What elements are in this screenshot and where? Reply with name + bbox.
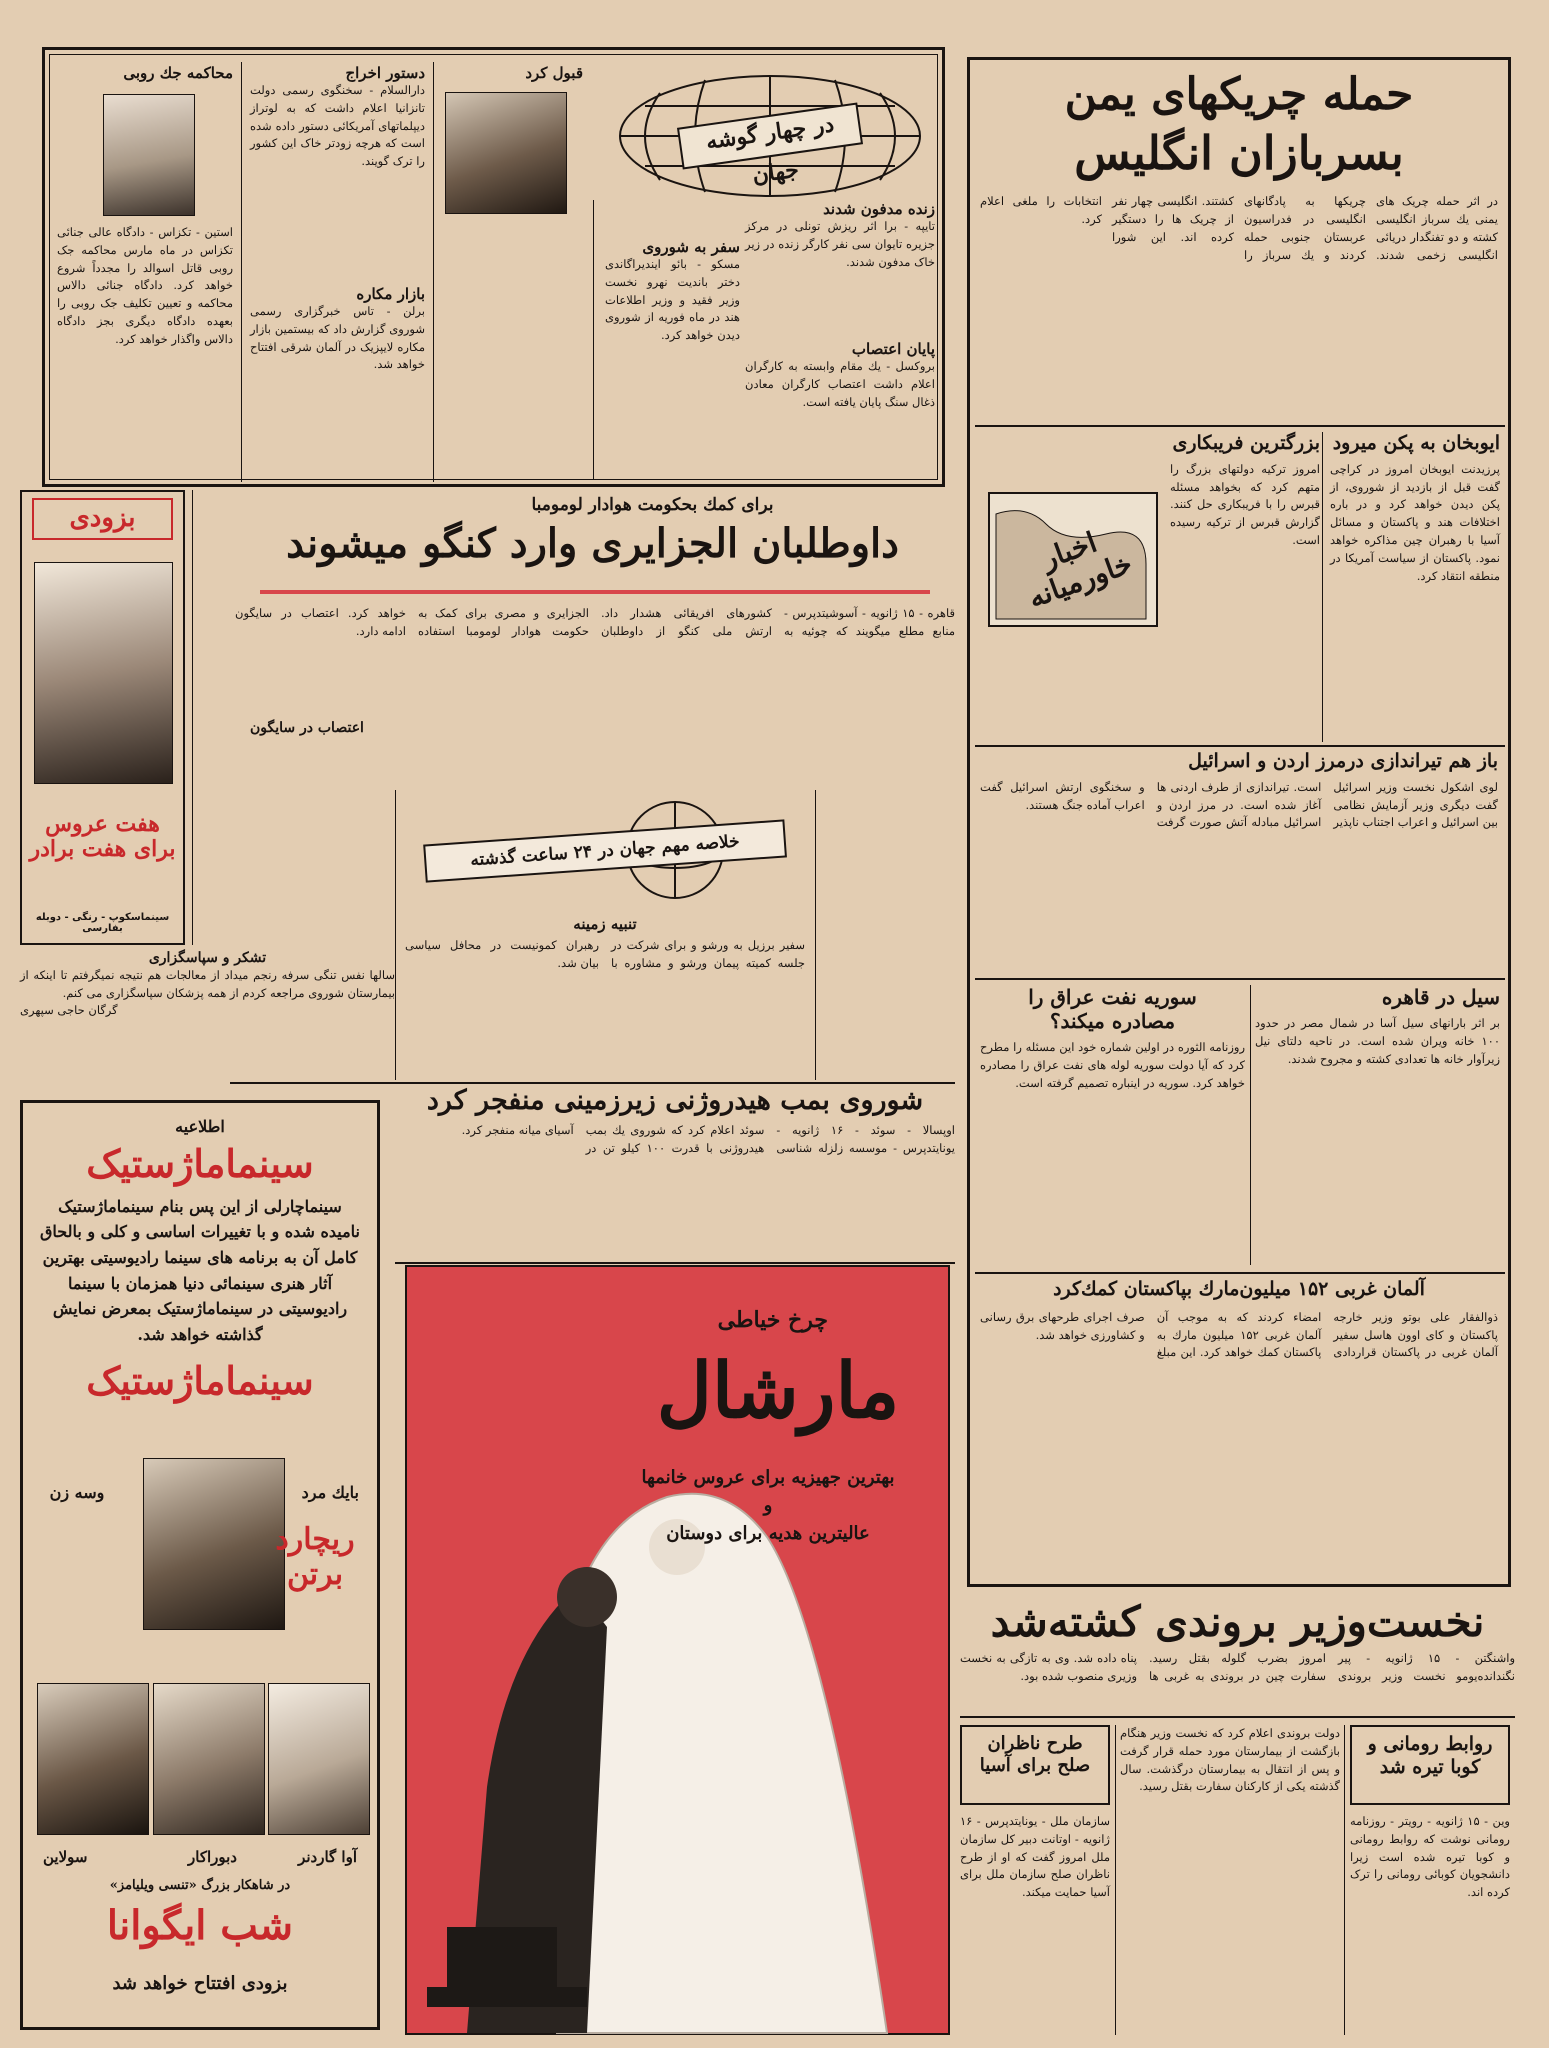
punish-headline: تنبیه زمینه — [573, 915, 637, 933]
iraq-headline-1: سوریه نفت عراق را — [1028, 985, 1197, 1009]
burundi-detail-body: دولت بروندی اعلام کرد که نخست وزیر هنگام بازگشت از بیمارستان مورد حمله قرار گرفت و پس از انتقال به بیمارستان درگذشت. سال گذشته یکی از کارکنان سفارت بقتل رسید. — [1120, 1726, 1340, 1794]
actress-photo-3 — [37, 1683, 149, 1835]
news-item-fair — [250, 285, 425, 485]
haile-selassie-photo — [445, 92, 567, 214]
cast-1: آوا گاردنر — [298, 1848, 357, 1866]
actress-photo-2 — [153, 1683, 265, 1835]
article-cairo — [1255, 985, 1500, 1270]
article-burundi-detail — [1120, 1725, 1340, 2035]
world-banner — [605, 68, 935, 203]
yemen-headline-1: حمله چریکهای یمن — [1064, 69, 1414, 120]
news-item-trip — [605, 238, 740, 478]
yemen-headline-2: بسربازان انگلیس — [1074, 125, 1404, 180]
burundi-body: واشنگتن - ۱۵ ژانویه - پیر نگندانده‌یومو نخست وزیر بروندی امروز بضرب گلوله بقتل رسید. سفارت چین در بروندی به غربی ها پناه داده شد. وی به تازگی به نخست وزیری منصوب شده بود. — [960, 1651, 1515, 1684]
seven-brides-title: هفت عروس برای هفت برادر — [29, 811, 176, 863]
item-body: برلن - تاس خبرگزاری رسمی شوروی گزارش داد که بیستمین بازار مکاره لایپزیک در آلمان شرقی افتتاح خواهد شد. — [250, 304, 425, 372]
yemen-body: در اثر حمله چریک های یمنی یك سرباز انگلیسی کشته و دو تفنگدار دریائی انگلیسی زخمی شدند. چریکها به پادگانهای انگلیسی در فدراسیون عربستان جنوبی حمله کردند و یك سرباز را کشتند. انگلیسی چهار نفر از چریک ها را دستگیر کرده اند. این شورا انتخابات را ملغی اعلام کرد. — [980, 194, 1498, 262]
algeria-underline — [260, 590, 930, 594]
item-title: بازار مکاره — [356, 285, 425, 303]
article-iraq — [980, 985, 1245, 1270]
film-tag-2: وسه زن — [49, 1483, 105, 1502]
item-title: پایان اعتصاب — [851, 340, 935, 358]
item-body: استین - تکزاس - دادگاه عالی جنائی تکزاس در ماه مارس محاکمه جک روبی قاتل اسوالد را مجدداً شروع خواهد کرد. دادگاه جنائی دالاس محاکمه و تعیین تکلیف جک روبی را بعهده دادگاه دیگری بجز دادگاه دالاس واگذار خواهد کرد. — [57, 225, 233, 346]
cyprus-body: امروز ترکیه دولتهای بزرگ را متهم کرد که بخواهد مسئله قبرس را با فریبکاری حل کنند. گزارش قبرس از ترکیه رسیده است. — [1170, 461, 1320, 548]
cyprus-headline: بزرگترین فریبکاری — [1172, 432, 1320, 454]
article-ayub — [1330, 432, 1500, 782]
asia-peace-body: سازمان ملل - یونایتدپرس - ۱۶ ژانویه - اوتانت دبیر کل سازمان ملل امروز گفت که او از طرح ناظران صلح سازمان ملل برای آسیا حمایت میکند. — [960, 1814, 1110, 1900]
majestic-body: سینماچارلی از این پس بنام سینماماژستیک نامیده شده و با تغییرات اساسی و کلی و بالحاق کامل آن به برنامه های سینما رادیوسیتی بهترین آثار هنری سینمائی دنیا همزمان با سینما رادیوسیتی در سینماماژستیک بمعرض نمایش گذاشته خواهد شد. — [39, 1196, 361, 1344]
film-tag-1: بایك مرد — [301, 1483, 359, 1502]
item-title: زنده مدفون شدند — [823, 200, 935, 218]
algeria-body: قاهره - ۱۵ ژانویه - آسوشیتدپرس - منابع مطلع میگویند که چوئیه به کشورهای افریقائی هشدار داد. ارتش ملی کنگو از داوطلبان الجزایری و مصری برای کمک به حکومت هوادار لومومبا استفاده خواهد کرد. اعتصاب در سایگون ادامه دارد. — [235, 606, 955, 638]
article-soviet-bomb — [395, 1085, 955, 1260]
article-jordan — [980, 750, 1498, 975]
ad-soon-label: بزودی — [32, 498, 173, 540]
article-cyprus — [980, 432, 1320, 742]
romania-headline-1: روابط رومانی و — [1367, 1733, 1493, 1755]
asia-peace-headline-1: طرح ناظران — [987, 1733, 1083, 1754]
article-burundi — [960, 1598, 1515, 1713]
seven-brides-photo — [34, 562, 173, 784]
cairo-body: بر اثر بارانهای سیل آسا در شمال مصر در حدود ۱۰۰ خانه ویران شده است. در ناحیه دلتای نیل زیرآوار خانه ها تعدادی کشته و مجروح شدند. — [1255, 1016, 1500, 1066]
ayub-headline: ایوبخان به پکن میرود — [1332, 432, 1500, 454]
jordan-headline: باز هم تیراندازی درمرز اردن و اسرائیل — [1188, 750, 1498, 772]
film-title: شب ایگوانا — [106, 1902, 294, 1949]
ad-marshal[interactable] — [405, 1265, 950, 2035]
iraq-body: روزنامه الثوره در اولین شماره خود این مسئله را مطرح کرد که آیا دولت سوریه لوله های نفت عراق را مصادره خواهد کرد. سوریه در اینباره تصمیم گرفته است. — [980, 1040, 1245, 1090]
ad-seven-brides[interactable] — [20, 490, 185, 945]
article-germany — [980, 1278, 1498, 1583]
world24-title: خلاصه مهم جهان در ۲۴ ساعت گذشته — [469, 831, 741, 871]
romania-headline-2: کوبا تیره شد — [1379, 1755, 1481, 1778]
world-news-box — [42, 47, 945, 487]
actor-name: ریچارد برتن — [275, 1522, 355, 1592]
item-body: مسکو - بائو اینديراگاندی دختر باندیت نهرو نخست وزیر فقید و وزیر اطلاعات هند در ماه فوریه از شوروی دیدن خواهد کرد. — [605, 257, 740, 343]
iraq-headline-2: مصادره میکند؟ — [1049, 1009, 1176, 1033]
seven-brides-sub: سینماسکوپ - رنگی - دوبله بفارسی — [35, 912, 170, 934]
cairo-headline: سیل در قاهره — [1381, 985, 1500, 1009]
thanks-signature: گرگان حاجی سپهری — [20, 1003, 118, 1018]
cast-2: دبوراکار — [188, 1848, 237, 1866]
news-item-strike-end — [745, 340, 935, 480]
algeria-kicker: برای کمك بحکومت هوادار لومومبا — [531, 495, 774, 515]
soviet-bomb-headline: شوروی بمب هیدروژنی زیرزمینی منفجر کرد — [426, 1085, 924, 1116]
marshal-line-1: بهترین جهیزیه برای عروس خانمها — [641, 1467, 895, 1488]
marshal-line-2: و — [763, 1495, 773, 1516]
director-line: در شاهکار بزرگ «تنسی ویلیامز» — [109, 1878, 291, 1893]
item-title: دستور اخراج — [345, 64, 425, 82]
item-body: بروکسل - یك مقام وابسته به کارگران اعلام داشت اعتصاب کارگران معادن ذغال سنگ پایان یافته است. — [745, 359, 935, 409]
jordan-body: لوی اشکول نخست وزیر اسرائیل گفت دیگری وزیر آزمایش نظامی بین اسرائیل و اعراب اجتناب ناپذیر است. تیراندازی از طرف اردنی ها آغاز شده است. در مرز اردن و اسرائیل مبادله آتش صورت گرفت و سخنگوی ارتش اسرائیل گفت اعراب آماده جنگ هستند. — [980, 779, 1498, 830]
item-body: دارالسلام - سخنگوی رسمی دولت تانزانیا اعلام داشت که به لوتراز دیپلماتهای آمریکائی دستور داده شده است که هرچه زودتر خاک این کشور را ترک گویند. — [250, 83, 425, 169]
article-punish — [405, 915, 805, 1075]
thanks-headline: تشکر و سپاسگزاری — [148, 950, 267, 966]
marshal-kicker: چرخ خیاطی — [717, 1307, 828, 1333]
marshal-line-3: عالیترین هدیه برای دوستان — [666, 1523, 870, 1544]
algeria-headline: داوطلبان الجزایری وارد کنگو میشوند — [286, 520, 899, 568]
item-title: سفر به شوروی — [642, 238, 740, 256]
article-yemen — [980, 70, 1498, 420]
world-banner-title: در چهار گوشه جهان — [704, 111, 836, 189]
item-title: محاکمه جك روبی — [123, 64, 233, 82]
burundi-headline: نخست‌وزیر بروندی کشته‌شد — [990, 1597, 1485, 1646]
romania-body: وین - ۱۵ ژانویه - رویتر - روزنامه رومانی نوشت که روابط رومانی و کوبا تیره شده است زیرا دانشجویان کوبائی رومانی را ترک کرده اند. — [1350, 1814, 1510, 1900]
ruby-photo — [103, 94, 195, 216]
middle-east-logo-text: اخبار خاورمیانه — [1024, 525, 1137, 615]
notice-label: اطلاعیه — [175, 1117, 225, 1136]
punish-body: سفیر برزیل به ورشو و برای شرکت در جلسه کمیته پیمان ورشو و مشاوره با رهبران کمونیست در محافل سیاسی بیان شد. — [405, 938, 805, 970]
news-item-accepted — [433, 64, 583, 264]
germany-body: ذوالفقار علی بوتو وزیر خارجه پاکستان و کای اوون هاسل سفیر آلمان غربی در پاکستان قراردادی امضاء کردند که به موجب آن آلمان غربی ۱۵۲ میلیون مارك به پاکستان کمك خواهد کرد. این مبلغ صرف اجرای طرحهای برق رسانی و کشاورزی خواهد شد. — [980, 1309, 1498, 1360]
majestic-name-1: سینماماژستیک — [86, 1141, 314, 1187]
opening-line: بزودی افتتاح خواهد شد — [112, 1973, 288, 1994]
world24-banner — [405, 795, 805, 905]
article-romania — [1350, 1725, 1510, 2035]
actress-photo-1 — [268, 1683, 370, 1835]
thanks-body: سالها نفس تنگی سرفه رنجم میداد از معالجات هم نتیجه نمیگرفتم تا اینکه از بیمارستان شوروی مراجعه کردم از همه پزشکان سپاسگزاری می کنم. — [20, 967, 395, 1000]
middle-east-logo — [988, 492, 1158, 627]
thanks-notice — [20, 950, 395, 1090]
item-title: قبول کرد — [525, 64, 583, 82]
marshal-brand: مارشال — [656, 1346, 900, 1435]
soviet-bomb-body: اوپسالا - سوئد - ۱۶ ژانویه - یونایتدپرس - موسسه زلزله شناسی سوئد اعلام کرد که شوروی یك بمب هیدروژنی با قدرت ۱۰۰ کیلو تن در آسیای میانه منفجر کرد. — [461, 1123, 955, 1155]
saigon-subhead: اعتصاب در سایگون — [250, 720, 364, 736]
germany-headline: آلمان غربی ۱۵۲ میلیون‌مارك بپاکستان کمك‌کرد — [1053, 1278, 1425, 1300]
burton-photo — [143, 1458, 285, 1630]
article-asia-peace — [960, 1725, 1110, 2035]
news-item-ruby — [57, 64, 233, 484]
item-body: تایپه - برا اثر ریزش تونلی در مرکز جزیره تایوان سی نفر کارگر زنده در زیر خاک مدفون شدند. — [745, 219, 935, 269]
ayub-body: پرزیدنت ایوبخان امروز در کراچی گفت قبل از بازدید از شوروی، از پکن دیدن خواهد کرد و در باره اختلافات هند و پاکستان و مسائل آسیا با رهبران چین مذاکره خواهد نمود. پاکستان از سیاست آمریکا در منطقه انتقاد کرد. — [1330, 461, 1500, 583]
news-item-buried — [745, 200, 935, 315]
news-item-expel — [250, 64, 425, 279]
majestic-name-2: سینماماژستیک — [86, 1358, 314, 1404]
ad-majestic[interactable] — [20, 1100, 380, 2030]
asia-peace-headline-2: صلح برای آسیا — [979, 1754, 1091, 1776]
cast-3: سولاین — [43, 1848, 88, 1866]
